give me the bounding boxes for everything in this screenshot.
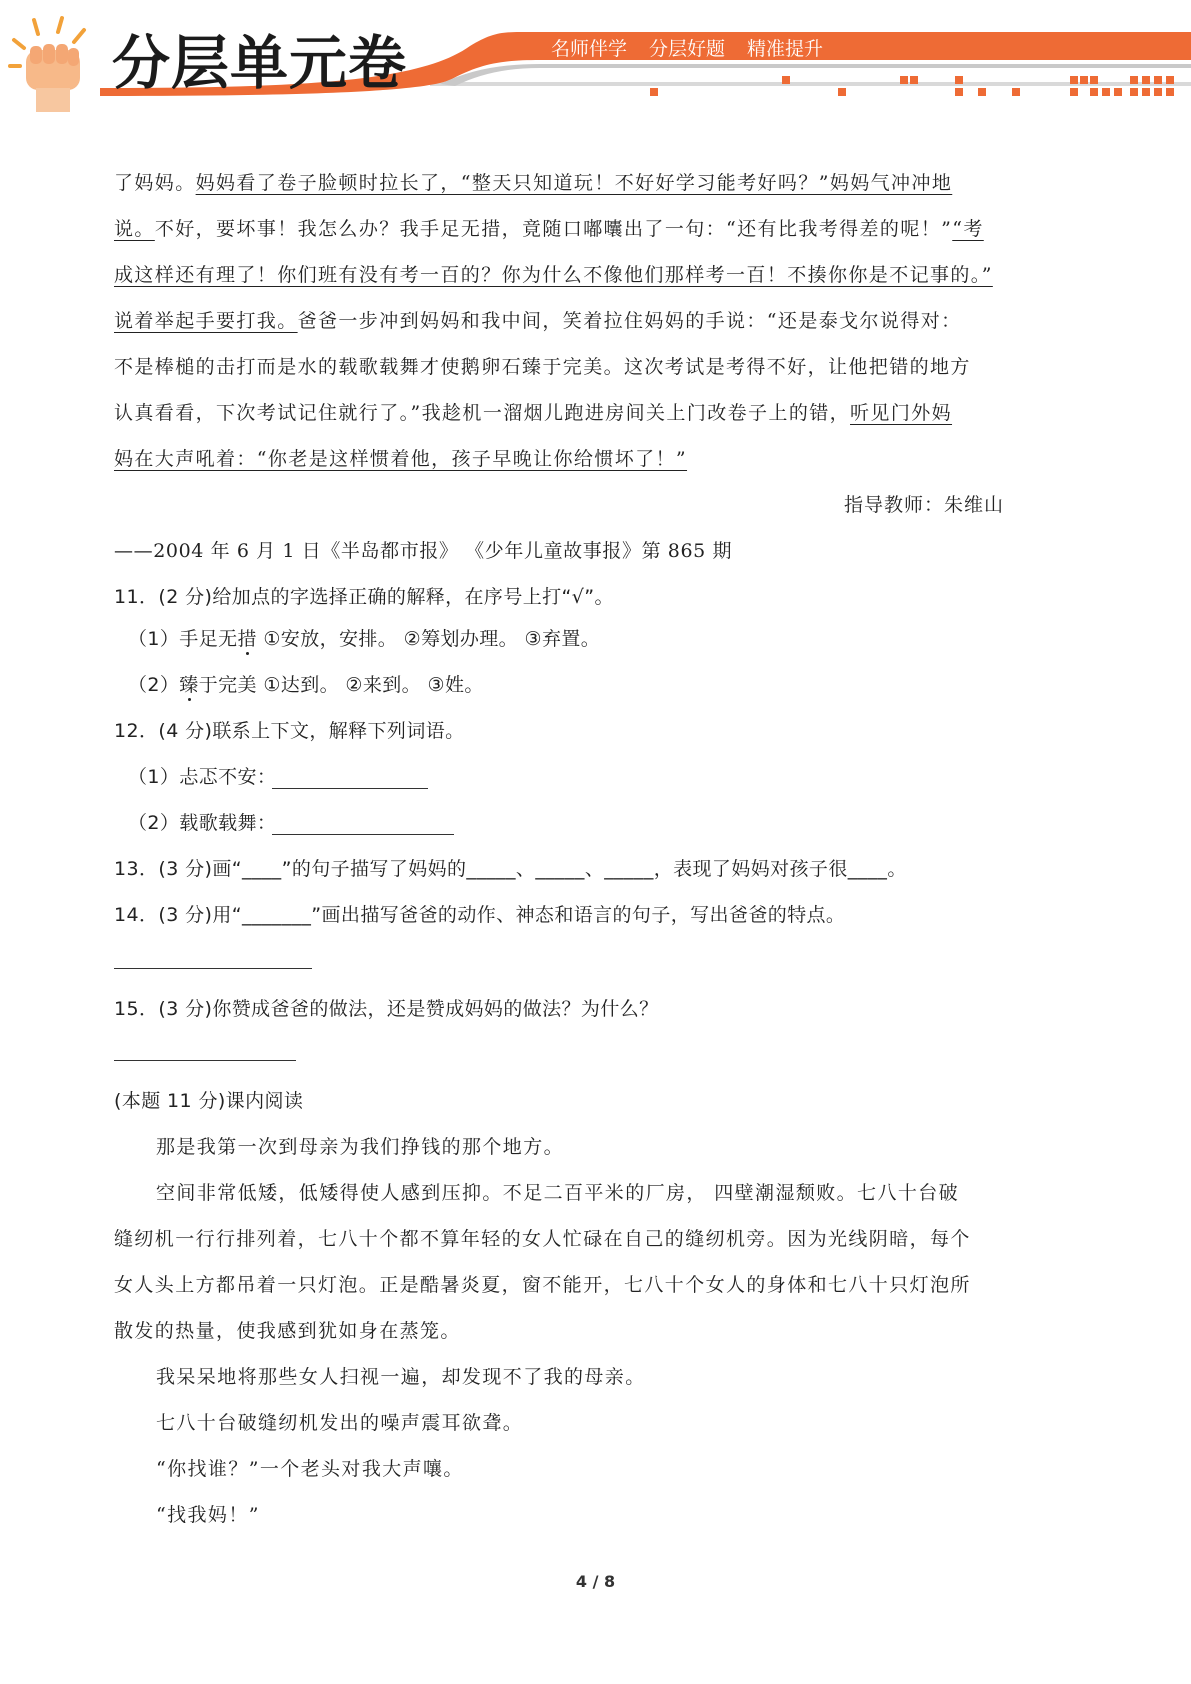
page-number: 4 / 8 bbox=[575, 1572, 616, 1591]
answer-blank-12-2[interactable] bbox=[272, 834, 454, 835]
reading-line-8: “你找谁？”一个老头对我大声嚷。 bbox=[156, 1458, 464, 1480]
page-header bbox=[0, 0, 1191, 120]
reading-line-1: 那是我第一次到母亲为我们挣钱的那个地方。 bbox=[156, 1136, 565, 1158]
slogan-row bbox=[551, 34, 823, 61]
fist-logo-icon bbox=[0, 10, 110, 115]
question-13: 13．(3 分)画“____”的句子描写了妈妈的_____、_____、_____，表现了妈妈对孩子很____。 bbox=[114, 858, 907, 880]
question-12: 12．(4 分)联系上下文，解释下列词语。 bbox=[114, 720, 465, 742]
reading-line-2: 空间非常低矮，低矮得使人感到压抑。不足二百平米的厂房， 四壁潮湿颓败。七八十台破 bbox=[156, 1182, 960, 1204]
slogan-2: 分层好题 bbox=[649, 38, 726, 60]
reading-line-9: “找我妈！” bbox=[156, 1504, 260, 1526]
question-12-item-2: （2）载歌载舞： bbox=[128, 812, 277, 834]
answer-blank-12-1[interactable] bbox=[272, 788, 428, 789]
brand-title: 分层单元卷 bbox=[112, 29, 408, 97]
question-12-item-1: （1）忐忑不安： bbox=[128, 766, 277, 788]
slogan-3: 精准提升 bbox=[747, 38, 824, 60]
reading-line-3: 缝纫机一行行排列着，七八十个都不算年轻的女人忙碌在自己的缝纫机旁。因为光线阴暗，每个 bbox=[114, 1228, 971, 1250]
question-11-item-1: （1）手足无措 ①安放，安排。 ②筹划办理。 ③弃置。 bbox=[128, 628, 601, 650]
passage-line-5: 不是棒槌的击打而是水的载歌载舞才使鹅卵石臻于完美。这次考试是考得不好，让他把错的地方 bbox=[114, 356, 971, 378]
passage-line-4: 说着举起手要打我。爸爸一步冲到妈妈和我中间，笑着拉住妈妈的手说：“还是泰戈尔说得对： bbox=[114, 310, 962, 332]
answer-blank-14[interactable] bbox=[114, 968, 312, 969]
reading-heading: (本题 11 分)课内阅读 bbox=[114, 1090, 304, 1112]
reading-line-6: 我呆呆地将那些女人扫视一遍，却发现不了我的母亲。 bbox=[156, 1366, 646, 1388]
passage-line-6: 认真看看，下次考试记住就行了。”我趁机一溜烟儿跑进房间关上门改卷子上的错，听见门外妈 bbox=[114, 402, 953, 424]
passage-line-1: 了妈妈。妈妈看了卷子脸顿时拉长了，“整天只知道玩！不好好学习能考好吗？”妈妈气冲冲地 bbox=[114, 172, 953, 194]
source-citation: ——2004 年 6 月 1 日《半岛都市报》 《少年儿童故事报》第 865 期 bbox=[114, 540, 733, 562]
reading-line-4: 女人头上方都吊着一只灯泡。正是酷暑炎夏，窗不能开，七八十个女人的身体和七八十只灯泡所 bbox=[114, 1274, 971, 1296]
passage-line-7: 妈在大声吼着：“你老是这样惯着他，孩子早晚让你给惯坏了！” bbox=[114, 448, 688, 470]
teacher-credit: 指导教师：朱维山 bbox=[843, 494, 1004, 516]
question-11: 11．(2 分)给加点的字选择正确的解释，在序号上打“√”。 bbox=[114, 586, 614, 608]
passage-line-2: 说。不好，要坏事！我怎么办？我手足无措，竟随口嘟囔出了一句：“还有比我考得差的呢！”“考 bbox=[114, 218, 984, 240]
question-14: 14．(3 分)用“_______”画出描写爸爸的动作、神态和语言的句子，写出爸爸的特点。 bbox=[114, 904, 846, 926]
passage-line-3: 成这样还有理了！你们班有没有考一百的？你为什么不像他们那样考一百！不揍你你是不记事的。” bbox=[114, 264, 993, 286]
slogan-1: 名师伴学 bbox=[551, 38, 628, 60]
question-15: 15．(3 分)你赞成爸爸的做法，还是赞成妈妈的做法？为什么？ bbox=[114, 998, 659, 1020]
answer-blank-15[interactable] bbox=[114, 1060, 296, 1061]
reading-line-5: 散发的热量，使我感到犹如身在蒸笼。 bbox=[114, 1320, 461, 1342]
reading-line-7: 七八十台破缝纫机发出的噪声震耳欲聋。 bbox=[156, 1412, 524, 1434]
question-11-item-2: （2）臻于完美 ①达到。 ②来到。 ③姓。 bbox=[128, 674, 484, 696]
